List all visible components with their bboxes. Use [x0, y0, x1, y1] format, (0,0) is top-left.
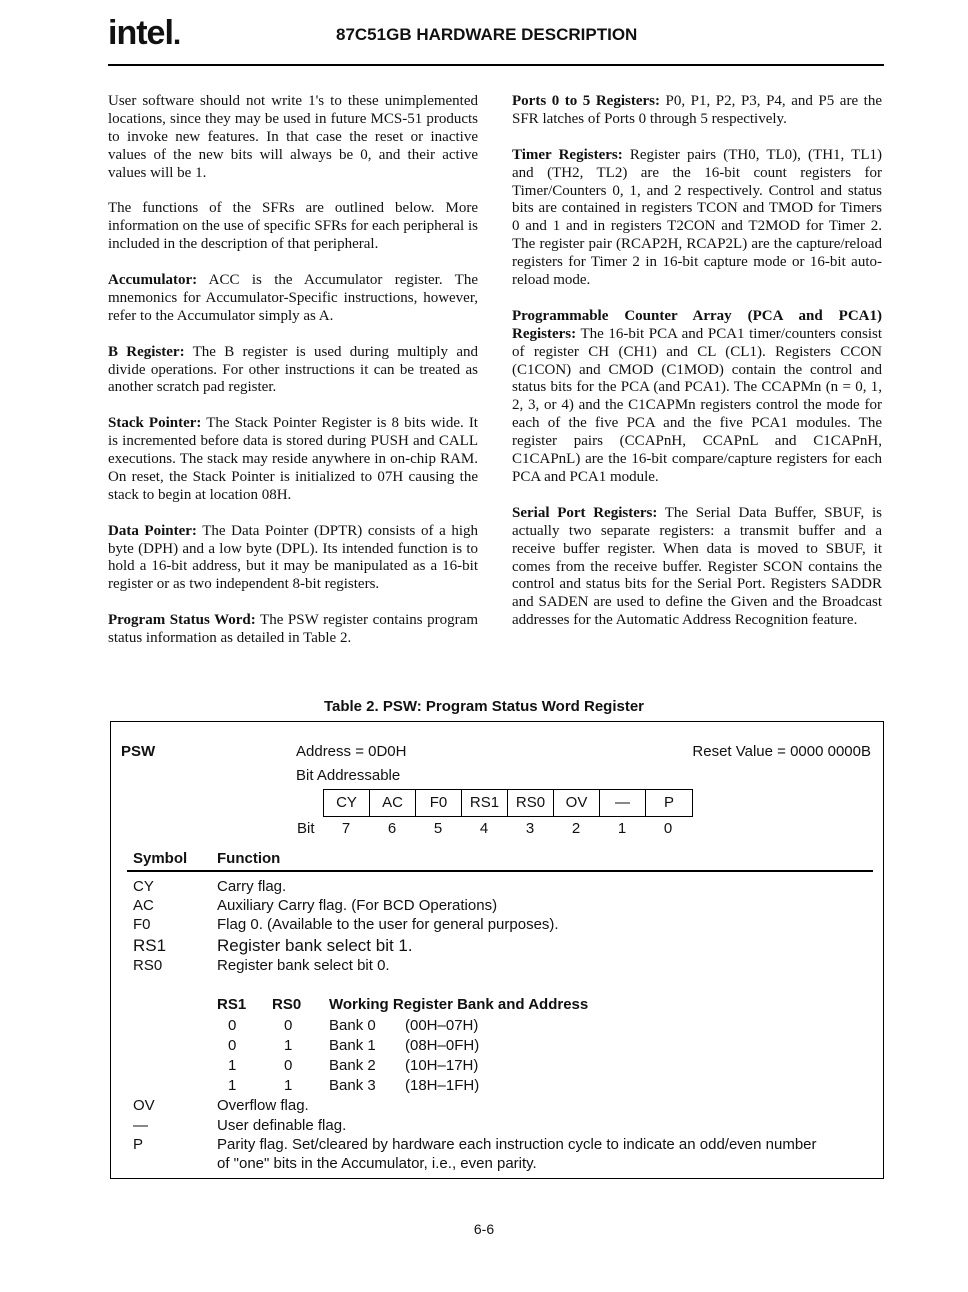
function-cell: User definable flag.	[217, 1117, 347, 1134]
bit-label: Bit	[297, 820, 315, 837]
bank-rs1: 1	[228, 1077, 237, 1094]
bit-cell: OV	[554, 790, 600, 816]
paragraph-pca: Programmable Counter Array (PCA and PCA1) Registers: The 16-bit PCA and PCA1 timer/counters consist of register CH (CH1) and CL (CL1). Registers CCON (C1CON) and CMOD (C1MOD) contain the control and status bits for the PCA (and PCA1). The CCAPMn (n = 0, 1, 2, 3, or 4) and the C1CAPMn registers control the mode for each of the five PCA and the five PCA1 modules. The register pairs (CCAPnH, CCAPnL and C1CAPnH, C1CAPnL) are the 16-bit compare/capture registers for each PCA and PCA1 module.	[512, 307, 882, 485]
symbol-header: Symbol	[133, 850, 188, 867]
bank-name: Bank 0	[329, 1017, 376, 1034]
symbol-cell: CY	[133, 878, 154, 895]
page-title: 87C51GB HARDWARE DESCRIPTION	[336, 25, 638, 44]
function-cell: Register bank select bit 1.	[217, 936, 413, 955]
bit-number: 5	[433, 820, 443, 837]
bank-rs1: 0	[228, 1037, 237, 1054]
paragraph-accumulator: Accumulator: ACC is the Accumulator register. The mnemonics for Accumulator-Specific instructions, however, refer to the Accumulator simply as A.	[108, 272, 478, 324]
reset-value: Reset Value = 0000 0000B	[692, 743, 871, 760]
bit-number: 3	[525, 820, 535, 837]
symbol-cell: RS1	[133, 936, 167, 955]
bit-number: 0	[663, 820, 673, 837]
bit-cell: P	[663, 794, 674, 811]
symbol-cell: —	[133, 1117, 148, 1134]
bank-header-rs1: RS1	[217, 996, 247, 1013]
function-header: Function	[217, 850, 281, 867]
paragraph-serial-port: Serial Port Registers: The Serial Data Buffer, SBUF, is actually two separate registers: a transmit buffer and a receive buffer register. When data is moved to SBUF, it comes from the receive buffer. Register SCON contains the control and status bits for the Serial Port. Registers SADDR and SADEN are used to define the Given and the Broadcast addresses for the Automatic Address Recognition feature.	[512, 504, 882, 629]
bank-rs1: 1	[228, 1057, 237, 1074]
function-cell: Overflow flag.	[217, 1097, 309, 1114]
bit-numbers	[323, 820, 691, 837]
bit-addressable-label: Bit Addressable	[296, 767, 401, 784]
bank-rs0: 0	[284, 1057, 293, 1074]
register-address: Address = 0D0H	[296, 743, 407, 760]
bit-number: 7	[341, 820, 351, 837]
bank-address: (18H–1FH)	[405, 1077, 480, 1094]
symbol-cell: F0	[133, 916, 151, 933]
bit-cell: —	[600, 790, 646, 816]
bit-cell: RS1	[462, 790, 508, 816]
bank-address: (08H–0FH)	[405, 1037, 480, 1054]
bank-name: Bank 2	[329, 1057, 376, 1074]
function-cell: Register bank select bit 0.	[217, 957, 390, 974]
bank-name: Bank 3	[329, 1077, 376, 1094]
paragraph-ports: Ports 0 to 5 Registers: P0, P1, P2, P3, P4, and P5 are the SFR latches of Ports 0 through 5 respectively.	[512, 93, 882, 127]
paragraph-stack-pointer: Stack Pointer: The Stack Pointer Register is 8 bits wide. It is incremented before data is stored during PUSH and CALL executions. The stack may reside anywhere in on-chip RAM. On reset, the Stack Pointer is initialized to 07H causing the stack to begin at location 08H.	[108, 415, 478, 503]
function-cell: Flag 0. (Available to the user for general purposes).	[217, 916, 559, 933]
symbol-cell: OV	[133, 1097, 155, 1114]
bit-cell: F0	[416, 790, 462, 816]
function-cell-continued: of "one" bits in the Accumulator, i.e., even parity.	[217, 1155, 537, 1172]
left-column	[108, 93, 478, 666]
paragraph-psw: Program Status Word: The PSW register contains program status information as detailed in Table 2.	[108, 612, 478, 647]
right-column	[512, 93, 882, 648]
symbol-cell: RS0	[133, 957, 163, 974]
paragraph-timers: Timer Registers: Register pairs (TH0, TL0), (TH1, TL1) and (TH2, TL2) are the 16-bit count registers for Timer/Counters 0, 1, and 2 respectively. Control and status bits are contained in registers TCON and TMOD for Timers 0 and 1 and in registers T2CON and T2MOD for Timer 2. The register pair (RCAP2H, RCAP2L) are the capture/reload registers for Timer 2 in 16-bit capture mode or 16-bit auto-reload mode.	[512, 146, 882, 289]
paragraph-b-register: B Register: The B register is used during multiply and divide operations. For other instructions it can be treated as another scratch pad register.	[108, 343, 478, 396]
bit-cell: AC	[370, 790, 416, 816]
bit-cell: CY	[324, 790, 370, 816]
header-rule	[108, 64, 884, 66]
bank-rs0: 0	[284, 1017, 293, 1034]
bank-address: (10H–17H)	[405, 1057, 479, 1074]
symbol-table-rule	[127, 870, 873, 872]
function-cell: Auxiliary Carry flag. (For BCD Operations)	[217, 897, 498, 914]
bit-number: 1	[617, 820, 627, 837]
bank-header-rs0: RS0	[272, 996, 302, 1013]
bank-name: Bank 1	[329, 1037, 376, 1054]
bit-cells	[323, 789, 693, 817]
bit-number: 6	[387, 820, 397, 837]
bank-rs0: 1	[284, 1037, 293, 1054]
paragraph-sfr-functions: The functions of the SFRs are outlined below. More information on the use of specific SFRs for each peripheral is included in the description of that peripheral.	[108, 200, 478, 253]
paragraph-unimplemented: User software should not write 1's to these unimplemented locations, since they may be used in future MCS-51 products to invoke new features. In that case the reset or inactive values of the new bits will always be 0, and their active values will be 1.	[108, 93, 478, 181]
table-caption: Table 2. PSW: Program Status Word Register	[323, 698, 645, 715]
paragraph-data-pointer: Data Pointer: The Data Pointer (DPTR) consists of a high byte (DPH) and a low byte (DPL). Its intended function is to hold a 16-bit address, but it may be manipulated as a 16-bit register or as two independent 8-bit registers.	[108, 522, 478, 593]
psw-table	[110, 721, 884, 1179]
bank-rs1: 0	[228, 1017, 237, 1034]
page-number: 6-6	[473, 1221, 495, 1237]
function-cell: Carry flag.	[217, 878, 287, 895]
bit-cell: RS0	[508, 790, 554, 816]
register-name: PSW	[121, 743, 156, 760]
bank-address: (00H–07H)	[405, 1017, 479, 1034]
bank-rs0: 1	[284, 1077, 293, 1094]
bank-header-desc: Working Register Bank and Address	[329, 996, 589, 1013]
intel-logo: intel.	[108, 14, 181, 52]
symbol-cell: P	[133, 1136, 144, 1153]
symbol-cell: AC	[133, 897, 154, 914]
bit-number: 2	[571, 820, 581, 837]
function-cell: Parity flag. Set/cleared by hardware each instruction cycle to indicate an odd/even number	[217, 1136, 817, 1153]
bit-number: 4	[479, 820, 489, 837]
